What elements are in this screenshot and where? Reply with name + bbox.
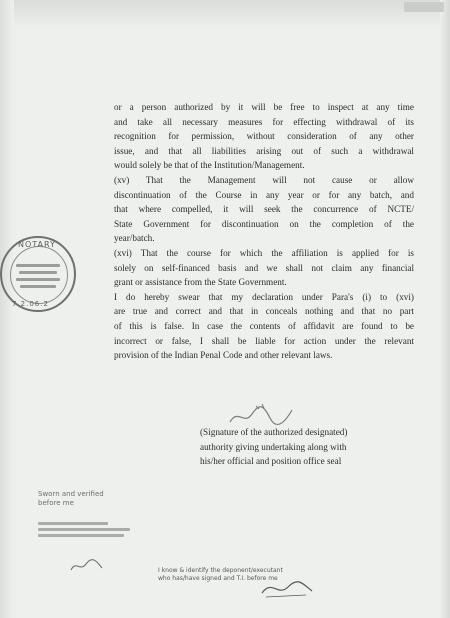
text-line: that where compelled, it will seek the concurrence of NCTE/ [114,204,414,215]
stamp-text-line [20,285,56,288]
stamp-text-line [16,278,60,281]
text-line: discontinuation of the Course in any year or for any batch, and [114,189,414,200]
paragraph-clause-xvi [114,246,414,290]
affidavit-body [114,100,414,363]
signature-caption: his/her official and position office seal [200,456,342,467]
smudged-line [38,528,130,531]
stamp-text-line [16,264,60,267]
notary-stamp [0,236,76,312]
stamp-inner-ring [10,246,68,304]
scan-right-shadow [440,0,450,618]
text-line: incorrect or false, I shall be liable for action under the relevant [114,335,414,346]
text-line: I do hereby swear that my declaration under Para's (i) to (xvi) [114,291,414,302]
paragraph-declaration [114,290,414,363]
paragraph-clause-xv [114,173,414,246]
signature-block [200,425,415,469]
identifier-signature [258,577,318,601]
text-line: are true and correct and that in conceals nothing and that no part [114,306,414,317]
text-line: (xvi) That the course for which the affiliation is applied for is [114,247,414,258]
stamp-top-text: NOTARY [18,240,56,249]
text-line: or a person authorized by it will be free to inspect at any time [114,102,414,112]
smudged-line [38,534,124,537]
smudged-line [38,522,108,525]
notary-initials [68,556,108,576]
attestation-note [38,490,148,540]
identification-line: I know & identify the deponent/executant [158,567,283,574]
signature-caption: authority giving undertaking along with [200,441,347,452]
stamp-bottom-text: 7.2.06.2 [12,300,49,308]
scan-left-shadow [0,0,14,618]
signature-caption: (Signature of the authorized designated) [200,427,348,437]
text-line: grant or assistance from the State Government. [114,277,287,288]
attestation-line: Sworn and verified [38,490,104,498]
text-line: issue, and that all liabilities arising out of such a withdrawal [114,145,414,156]
scan-corner-mark [404,2,444,12]
paragraph-inspection [114,100,414,173]
attestation-line: before me [38,499,74,507]
text-line: recognition for permission, without consideration of any other [114,131,414,142]
text-line: of this is false. In case the contents of affidavit are found to be [114,320,414,331]
text-line: and take all necessary measures for effecting withdrawal of its [114,116,414,127]
scan-top-shadow [0,0,450,28]
text-line: solely on self-financed basis and we shall not claim any financial [114,262,414,273]
text-line: year/batch. [114,233,155,244]
identification-line: who has/have signed and T.I. before me [158,575,278,582]
stamp-text-line [19,271,57,274]
text-line: would solely be that of the Institution/Management. [114,160,305,171]
text-line: (xv) That the Management will not cause or allow [114,174,414,185]
text-line: provision of the Indian Penal Code and other relevant laws. [114,350,333,361]
text-line: State Government for discontinuation on the completion of the [114,218,414,229]
